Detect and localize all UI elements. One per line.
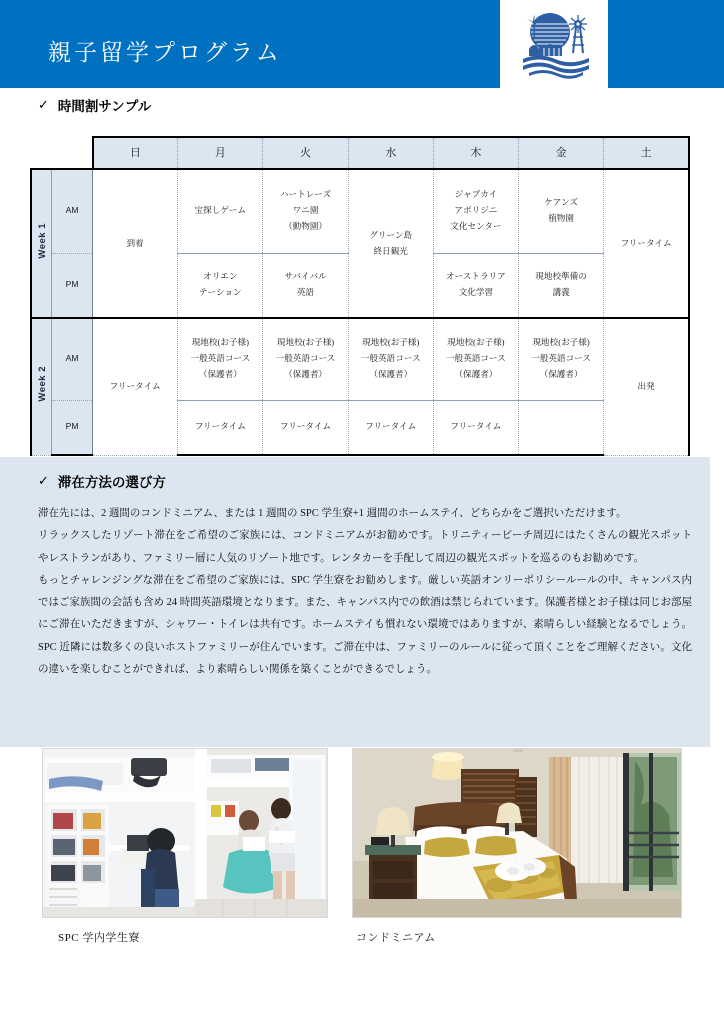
week2-am-thu-cell [433,318,518,400]
week2-pm-wed-cell [348,400,433,455]
week2-pm-mon-l1: フリータイム [194,421,246,432]
week1-pm-thu-l2: 文化学習 [458,287,494,298]
timetable-heading-label: 時間割サンプル [57,99,152,114]
dormitory-room-photo [42,748,328,918]
week1-pm-fri-l1: 現地校準備の [535,271,587,282]
timetable [30,136,690,456]
week2-am-mon-l2: 一般英語コース [190,353,251,364]
week2-pm-thu-l1: フリータイム [450,421,502,432]
week2-am-thu-l2: 一般英語コース [446,353,506,364]
week1-pm-thu-cell [433,253,518,318]
week1-pm-tue-l1: サバイバル [284,271,327,282]
day-header-row [31,137,689,169]
week2-am-wed-l2: 一般英語コース [360,353,421,364]
day-header-fri: 金 [519,137,604,169]
timetable-section-heading [38,95,151,115]
spc-cairns-emblem-logo-icon [519,7,593,81]
week1-label-cell [31,169,52,318]
week1-pm-fri-l2: 講義 [552,287,570,298]
checkmark-icon: ✓ [38,97,49,113]
week2-label: Week 2 [37,366,48,402]
week2-am-wed-l3: （保護者） [369,369,413,380]
page-title: 親子留学プログラム [48,40,282,65]
page-header [0,0,724,88]
timetable-container [30,136,690,456]
day-header-sat: 土 [604,137,689,169]
logo-container [504,2,608,86]
week2-am-label: AM [52,318,93,400]
week2-pm-mon-cell [178,400,263,455]
week2-sun-cell [93,318,178,455]
stay-paragraph-1: 滞在先には、2 週間のコンドミニアム、または 1 週間の SPC 学生寮+1 週間のホームステイ、どちらかをご選択いただけます。 [38,508,627,519]
week2-pm-wed-l1: フリータイム [365,421,417,432]
week2-am-mon-l3: （保護者） [198,369,242,380]
stay-section-body [38,503,692,681]
week2-am-wed-cell [348,318,433,400]
week1-pm-fri-cell [519,253,604,318]
week2-am-tue-l2: 一般英語コース [275,353,336,364]
condominium-bedroom-photo [352,748,682,918]
week2-am-mon-l1: 現地校(お子様) [191,337,249,348]
week2-label-cell [31,318,52,455]
table-row [31,169,689,253]
stay-heading-label: 滞在方法の選び方 [57,475,166,490]
week2-sat-text: 出発 [637,380,655,391]
week1-am-thu-l3: 文化センター [450,221,502,232]
week1-pm-tue-cell [263,253,348,318]
corner-blank-1 [31,137,52,169]
week1-am-fri-cell [519,169,604,253]
day-header-thu: 木 [433,137,518,169]
week2-am-fri-l1: 現地校(お子様) [532,337,590,348]
week2-am-fri-l3: （保護者） [539,369,583,380]
week2-pm-fri-cell [519,400,604,455]
week1-sat-cell [604,169,689,318]
week1-sat-text: フリータイム [620,237,672,248]
week1-wed-cell [348,169,433,318]
week2-pm-label: PM [52,400,93,455]
checkmark-icon: ✓ [38,473,49,489]
week2-sat-cell [604,318,689,455]
week2-am-wed-l1: 現地校(お子様) [362,337,420,348]
stay-paragraph-3: もっとチャレンジングな滞在をご希望のご家族には、SPC 学生寮をお勧めします。厳しい英語オンリーポリシールールの中、キャンパス内ではご家族間の会話も含め 24 時間英語環境となります。また、キャンパス内での飲酒は禁じられています。保護者様とお子様は同じお部屋にご滞在いただきますが、シャワー・トイレは共有です。ホームステイも慣れない環境ではありますが、素晴らしい経験となるでしょう。SPC 近隣には数多くの良いホストファミリーが住んでいます。ご滞在中は、ファミリーのルールに従って頂くことをご理解ください。文化の違いを楽しむことができれば、より素晴らしい関係を築くことができるでしょう。 [38,574,692,675]
week2-am-tue-l3: （保護者） [284,369,328,380]
week1-pm-mon-l2: テーション [199,287,242,298]
week2-am-thu-l1: 現地校(お子様) [447,337,505,348]
week1-am-fri-l1: ケアンズ [544,197,578,208]
week1-pm-mon-l1: オリエン [203,271,238,282]
week2-am-fri-l2: 一般英語コース [531,353,591,364]
week1-sun-cell [93,169,178,318]
week1-am-thu-cell [433,169,518,253]
timetable-body [31,169,689,455]
week2-pm-tue-l1: フリータイム [280,421,332,432]
week2-pm-tue-cell [263,400,348,455]
week2-pm-thu-cell [433,400,518,455]
week2-am-tue-cell [263,318,348,400]
week1-pm-mon-cell [178,253,263,318]
week1-am-tue-cell [263,169,348,253]
week1-am-fri-l2: 植物園 [548,213,574,224]
week1-label: Week 1 [37,222,48,259]
week1-pm-label: PM [52,253,93,318]
condominium-photo-caption: コンドミニアム [356,932,436,944]
week1-am-tue-l1: ハートレーズ [279,189,332,200]
dormitory-photo-caption: SPC 学内学生寮 [58,932,140,944]
week1-am-mon-l1: 宝探しゲーム [194,205,247,216]
week1-wed-l2: 終日観光 [373,245,408,256]
week2-am-mon-cell [178,318,263,400]
table-row [31,318,689,400]
stay-section-heading [38,471,166,491]
day-header-sun: 日 [93,137,178,169]
week2-am-fri-cell [519,318,604,400]
week2-am-tue-l1: 現地校(お子様) [276,337,335,348]
week1-pm-thu-l1: オーストラリア [446,271,506,282]
week1-am-thu-l1: ジャブカイ [454,189,498,200]
week1-wed-l1: グリーン島 [369,229,413,240]
timetable-head [31,137,689,169]
week1-am-thu-l2: アボリジニ [454,205,498,216]
week1-sun-text: 到着 [126,237,144,248]
corner-blank-2 [52,137,93,169]
day-header-tue: 火 [263,137,348,169]
stay-paragraph-2: リラックスしたリゾート滞在をご希望のご家族には、コンドミニアムがお勧めです。トリニティービーチ周辺にはたくさんの観光スポットやレストランがあり、ファミリー層に人気のリゾート地です。レンタカーを手配して周辺の観光スポットを巡るのもお勧めです。 [38,530,692,564]
week1-pm-tue-l2: 英語 [296,287,315,298]
week1-am-tue-l2: ワニ園 [292,205,319,216]
week1-am-tue-l3: （動物園） [284,221,328,232]
week1-am-label: AM [52,169,93,253]
week2-am-thu-l3: （保護者） [454,369,498,380]
week2-sun-text: フリータイム [109,380,161,391]
header-bar-right [608,0,724,88]
day-header-wed: 水 [348,137,433,169]
day-header-mon: 月 [178,137,263,169]
week1-am-mon-cell [178,169,263,253]
